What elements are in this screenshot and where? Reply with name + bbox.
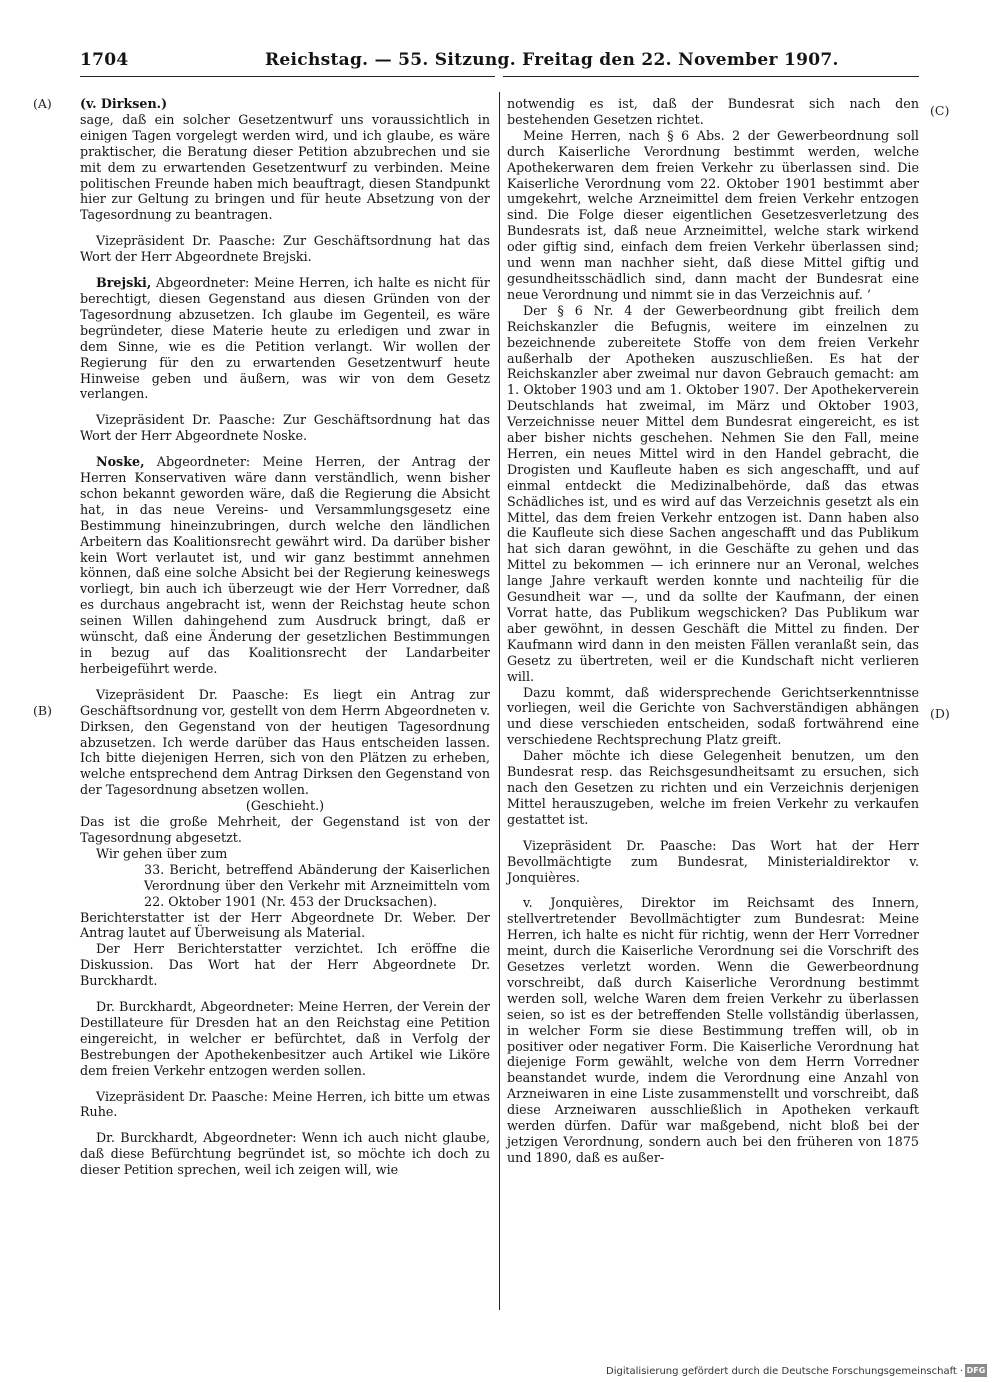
paragraph: Vizepräsident Dr. Paasche: Zur Geschäftsordnung hat das Wort der Herr Abgeordnete Noske. bbox=[80, 412, 490, 444]
margin-mark-a: (A) bbox=[33, 96, 52, 111]
right-column bbox=[507, 96, 919, 1166]
paragraph: Berichterstatter ist der Herr Abgeordnete Dr. Weber. Der Antrag lautet auf Überweisung als Material. bbox=[80, 909, 490, 941]
header-rule-left bbox=[80, 76, 495, 77]
digitization-credit: Digitalisierung gefördert durch die Deutsche Forschungsgemeinschaft · bbox=[606, 1366, 964, 1377]
paragraph: Das ist die große Mehrheit, der Gegenstand ist von der Tagesordnung abgesetzt. bbox=[80, 814, 490, 845]
paragraph: Vizepräsident Dr. Paasche: Das Wort hat der Herr Bevollmächtigte zum Bundesrat, Ministerialdirektor v. Jonquières. bbox=[507, 837, 919, 885]
running-title: Reichstag. — 55. Sitzung. Freitag den 22. November 1907. bbox=[265, 50, 839, 70]
speaker-continuation: (v. Dirksen.) bbox=[80, 96, 168, 111]
column-divider bbox=[499, 92, 500, 1310]
paragraph bbox=[80, 275, 490, 402]
paragraph: Meine Herren, nach § 6 Abs. 2 der Gewerbeordnung soll durch Kaiserliche Verordnung bestimmt werden, welche Apothekerwaren dem freien Verkehr zu überlassen sind. Die Kaiserliche Verordnung vom 22. Oktober 1901 bestimmt aber umgekehrt, welche Arzneimittel dem freien Verkehr entzogen sind. Die Folge dieser eigentlichen Gesetzesverletzung des Bundesrats ist, daß neue Arzneimittel, welche stark wirkend oder giftig sind, einfach dem freien Verkehr überlassen sind; und wenn man nachher sieht, daß diese Mittel giftig und gesundheitsschädlich sind, dann macht der Bundesrat eine neue Verordnung und nimmt sie in das Verzeichnis auf. ‘ bbox=[507, 127, 919, 302]
paragraph: v. Jonquières, Direktor im Reichsamt des Innern, stellvertretender Bevollmächtigter zum Bundesrat: Meine Herren, ich halte es nicht für richtig, wenn der Herr Vorredner meint, durch die Kaiserliche Verordnung sei die Vorschrift des Gesetzes verletzt worden. Wenn die Gewerbeordnung vorschreibt, daß durch Kaiserliche Verordnung bestimmt werden soll, welche Waren dem freien Verkehr zu überlassen seien, so ist es der betreffenden Stelle vollständig überlassen, in welcher Form sie diese Bestimmung treffen will, ob in positiver oder negativer Form. Die Kaiserliche Verordnung hat diejenige Form gewählt, welche von dem Herrn Vorredner beanstandet wurde, indem die Verordnung eine Anzahl von Arzneiwaren in eine Liste zusammenstellt und vorschreibt, daß diese Arzneiwaren ausschließlich in Apotheken verkauft werden dürfen. Dafür war maßgebend, nicht bloß bei der jetzigen Verordnung, sondern auch bei den früheren von 1875 und 1890, daß es außer- bbox=[507, 895, 919, 1165]
paragraph: Vizepräsident Dr. Paasche: Es liegt ein Antrag zur Geschäftsordnung vor, gestellt von dem Herrn Abgeordneten v. Dirksen, den Gegenstand von der heutigen Tagesordnung abzusetzen. Ich werde darüber das Haus entscheiden lassen. Ich bitte diejenigen Herren, sich von den Plätzen zu erheben, welche entsprechend dem Antrag Dirksen den Gegenstand von der Tagesordnung absetzen wollen. bbox=[80, 686, 490, 798]
paragraph: Dr. Burckhardt, Abgeordneter: Meine Herren, der Verein der Destillateure für Dresden hat an den Reichstag eine Petition eingereicht, in welcher er befürchtet, daß in Verfolg der Bestrebungen der Apothekenbesitzer auch Artikel wie Liköre dem freien Verkehr entzogen werden sollen. bbox=[80, 999, 490, 1078]
paragraph: Vizepräsident Dr. Paasche: Zur Geschäftsordnung hat das Wort der Herr Abgeordnete Brejski. bbox=[80, 233, 490, 265]
speaker-name: Brejski, bbox=[96, 275, 152, 291]
paragraph: Wir gehen über zum bbox=[96, 845, 228, 861]
page-number: 1704 bbox=[80, 50, 129, 70]
paragraph: notwendig es ist, daß der Bundesrat sich nach den bestehenden Gesetzen richtet. bbox=[507, 96, 919, 127]
stage-direction: (Geschieht.) bbox=[245, 798, 325, 814]
page-header bbox=[80, 50, 839, 74]
paragraph: Dazu kommt, daß widersprechende Gerichtserkenntnisse vorliegen, weil die Gerichte von Sachverständigen abhängen und diese verschieden entscheiden, sodaß fortwährend eine verschiedene Rechtsprechung Platz greift. bbox=[507, 684, 919, 748]
speech-text: Abgeordneter: Meine Herren, der Antrag der Herren Konservativen wäre dann verständlich, wenn bisher schon bekannt geworden wäre, daß die Regierung die Absicht hat, in das neue Vereins- und Versammlungsgesetz eine Bestimmung hineinzubringen, durch welche den ländlichen Arbeitern das Koalitionsrecht gewährt wird. Da darüber bisher kein Wort verlautet ist, und wir ganz bestimmt annehmen können, daß eine solche Absicht bei der Regierung keineswegs vorliegt, bin auch ich überzeugt wie der Herr Vorredner, daß es durchaus angebracht ist, wenn der Reichstag heute schon seinen Willen dahingehend zum Ausdruck bringt, daß er wünscht, daß eine Änderung der gesetzlichen Bestimmungen in bezug auf das Koalitionsrecht der Landarbeiter herbeigeführt werde. bbox=[80, 454, 490, 676]
header-rule-right bbox=[503, 76, 919, 77]
paragraph: Der § 6 Nr. 4 der Gewerbeordnung gibt freilich dem Reichskanzler die Befugnis, weitere im einzelnen zu bezeichnende zubereitete Stoffe von dem freien Verkehr außerhalb der Apotheken auszuschließen. Es hat der Reichskanzler aber zweimal nur davon Gebrauch gemacht: am 1. Oktober 1903 und am 1. Oktober 1907. Der Apothekerverein Deutschlands hat zweimal, im März und Oktober 1903, Verzeichnisse neuer Mittel dem Bundesrat eingereicht, es ist aber bisher nichts geschehen. Nehmen Sie den Fall, meine Herren, ein neues Mittel wird in den Handel gebracht, die Drogisten und Kaufleute haben es sich angeschafft, und auf einmal entdeckt die Medizinalbehörde, daß das etwas Schädliches ist, und es wird auf das Verzeichnis gesetzt als ein Mittel, das dem freien Verkehr entzogen ist. Dann haben also die Kaufleute sich diese Sachen angeschafft und das Publikum hat sich daran gewöhnt, in die Geschäfte zu gehen und das Mittel zu bekommen — ich erinnere nur an Veronal, welches lange Jahre verkauft werden konnte und nachteilig für die Gesundheit war —, und da sollte der Kaufmann, der einen Vorrat hatte, das Publikum wegschicken? Das Publikum war aber gewöhnt, in dessen Geschäft die Mittel zu finden. Der Kaufmann wird dann in den meisten Fällen veranlaßt sein, das Gesetz zu übertreten, weil er die Kundschaft nicht verlieren will. bbox=[507, 302, 919, 684]
paragraph: Daher möchte ich diese Gelegenheit benutzen, um den Bundesrat resp. das Reichsgesundheitsamt zu ersuchen, sich nach den Gesetzen zu richten und ein Verzeichnis derjenigen Mittel herauszugeben, welche im freien Verkehr zu verkaufen gestattet ist. bbox=[507, 748, 919, 827]
agenda-item: 33. Bericht, betreffend Abänderung der Kaiserlichen Verordnung über den Verkehr mit Arzneimitteln vom 22. Oktober 1901 (Nr. 453 der Drucksachen). bbox=[144, 861, 490, 909]
paragraph: Dr. Burckhardt, Abgeordneter: Wenn ich auch nicht glaube, daß diese Befürchtung begründet ist, so möchte ich doch zu dieser Petition sprechen, weil ich zeigen will, wie bbox=[80, 1130, 490, 1178]
left-column bbox=[80, 96, 490, 1178]
margin-mark-c: (C) bbox=[930, 103, 950, 118]
paragraph: Der Herr Berichterstatter verzichtet. Ich eröffne die Diskussion. Das Wort hat der Herr Abgeordnete Dr. Burckhardt. bbox=[80, 941, 490, 989]
paragraph: sage, daß ein solcher Gesetzentwurf uns voraussichtlich in einigen Tagen vorgelegt werden wird, und ich glaube, es wäre praktischer, die Beratung dieser Petition abzubrechen und sie mit dem zu erwartenden Gesetzentwurf zu verbinden. Meine politischen Freunde haben mich beauftragt, diesen Standpunkt hier zur Geltung zu bringen und für heute Absetzung von der Tagesordnung zu beantragen. bbox=[80, 111, 490, 223]
paragraph bbox=[80, 454, 490, 677]
paragraph: Vizepräsident Dr. Paasche: Meine Herren, ich bitte um etwas Ruhe. bbox=[80, 1088, 490, 1120]
speaker-name: Noske, bbox=[96, 454, 145, 470]
speech-text: Abgeordneter: Meine Herren, ich halte es nicht für berechtigt, diesen Gegenstand aus diesen Gründen von der Tagesordnung abzusetzen. Ich glaube im Gegenteil, es wäre begründeter, diese Materie heute zu erledigen und zwar in dem Sinne, wie es die Petition verlangt. Wir wollen der Regierung für den zu erwartenden Gesetzentwurf heute Hinweise geben und äußern, was wir von dem Gesetz verlangen. bbox=[80, 275, 490, 402]
margin-mark-b: (B) bbox=[33, 703, 52, 718]
dfg-logo-icon: DFG bbox=[966, 1366, 986, 1375]
margin-mark-d: (D) bbox=[930, 706, 950, 721]
